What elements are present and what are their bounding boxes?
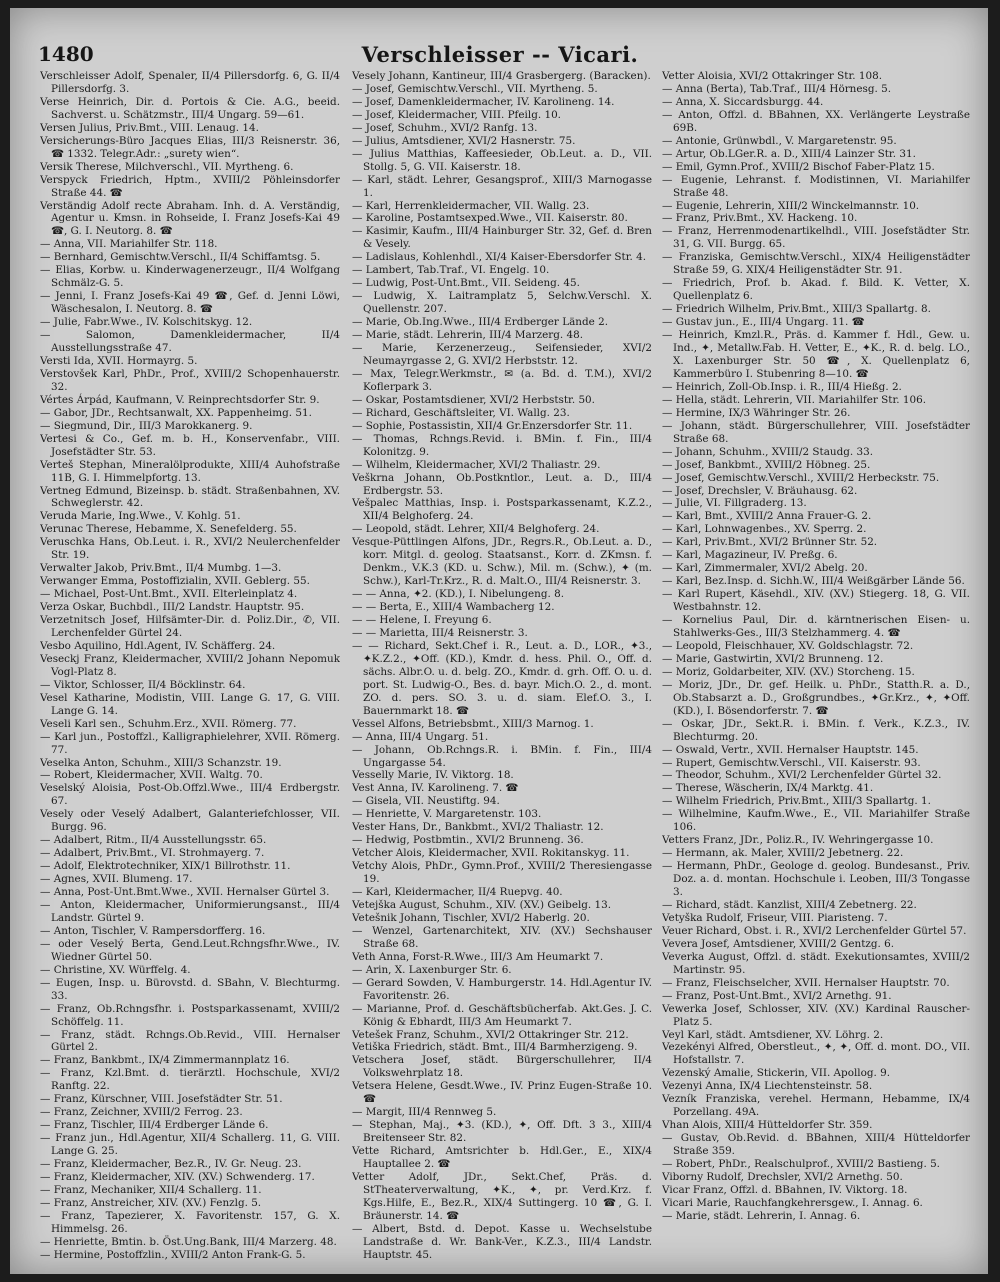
directory-entry: — Henriette, V. Margaretenstr. 103. [352,808,542,821]
directory-entry: Vesque-Püttlingen Alfons, JDr., Regrs.R., Ob.Leut. a. D., korr. Mitgl. d. geolog. Staatsanst., Korr. d. ZKmsn. f. Denkm., V.K.3 (KD. u. Schw.), Mil. m. (Schw.), ✦ (m. Schw.), Karl-Tr.Krz., R. d. Malt.O., III/4 Reisnerstr. 3. [352,536,652,588]
directory-entry: — Hermann, PhDr., Geologe d. geolog. Bundesanst., Priv. Doz. a. d. montan. Hochschule i. Leoben, III/3 Tongasse 3. [662,860,970,899]
directory-entry: Vesselly Marie, IV. Viktorg. 18. [352,769,514,782]
directory-entry: — Adalbert, Priv.Bmt., VI. Strohmayerg. 7. [40,847,265,860]
directory-entry: — Franz, Mechaniker, XII/4 Schallerg. 11. [40,1183,262,1196]
directory-entry: — Julius Matthias, Kaffeesieder, Ob.Leut. a. D., VII. Stollg. 5, G. VII. Kaiserstr. 18. [352,147,652,173]
directory-entry: — Josef, Schuhm., XVI/2 Ranfg. 13. [352,121,538,134]
directory-entry: — Franz, Priv.Bmt., XV. Hackeng. 10. [662,212,858,225]
directory-entry: Veverka August, Offzl. d. städt. Exekutionsamtes, XVIII/2 Martinstr. 95. [662,950,970,976]
directory-entry: — Agnes, XVII. Blumeng. 17. [40,873,193,886]
directory-entry: — Stephan, Maj., ✦3. (KD.), ✦, Off. Dft. 3 3., XIII/4 Breitenseer Str. 82. [352,1119,652,1145]
directory-entry: — Anton, Kleidermacher, Uniformierungsanst., III/4 Landstr. Gürtel 9. [40,899,340,924]
directory-entry: — Karl, Zimmermaler, XVI/2 Abelg. 20. [662,562,868,575]
directory-entry: — Gisela, VII. Neustiftg. 94. [352,795,500,808]
directory-entry: Versti Ida, XVII. Hormayrg. 5. [40,354,198,367]
directory-entry: Vetschera Josef, städt. Bürgerschullehrer, II/4 Volkswehrplatz 18. [352,1054,652,1080]
directory-entry: — Franz, Post-Unt.Bmt., XVI/2 Arnethg. 91. [662,989,892,1002]
directory-entry: — Franz, Ob.Rchngsfhr. i. Postsparkassenamt, XVIII/2 Schöffelg. 11. [40,1002,340,1028]
directory-entry: Veuer Richard, Obst. i. R., XVI/2 Lerchenfelder Gürtel 57. [662,924,967,937]
directory-entry: — Josef, Damenkleidermacher, IV. Karolineng. 14. [352,95,615,108]
directory-entry: — — Marietta, III/4 Reisnerstr. 3. [352,626,528,639]
directory-entry: — Karl, städt. Lehrer, Gesangsprof., XIII/3 Marnogasse 1. [352,173,652,199]
directory-entry: Veseckj Franz, Kleidermacher, XVIII/2 Johann Nepomuk Vogl-Platz 8. [40,652,340,678]
directory-entry: — Anna, X. Siccardsburgg. 44. [662,95,824,108]
directory-entry: Vessel Alfons, Betriebsbmt., XIII/3 Marnog. 1. [352,717,594,730]
page-number: 1480 [38,42,94,66]
directory-entry: — Max, Telegr.Werkmstr., ✉ (a. Bd. d. T.M.), XVI/2 Koflerpark 3. [352,367,652,393]
directory-entry: — Karl, Herrenkleidermacher, VII. Wallg. 23. [352,199,590,212]
directory-entry: — Julie, VI. Fillgraderg. 13. [662,497,807,510]
directory-column-1 [40,70,340,1266]
directory-entry: Vezekényi Alfred, Oberstleut., ✦, ✦, Off. d. mont. DO., VII. Hofstallstr. 7. [662,1041,970,1067]
directory-entry: — Josef, Gemischtw.Verschl., VII. Myrtheng. 5. [352,82,598,95]
directory-entry: — Franz, Tapezierer, X. Favoritenstr. 157, G. X. Himmelsg. 26. [40,1209,340,1235]
directory-entry: — Siegmund, Dir., III/3 Marokkanerg. 9. [40,419,253,432]
directory-entry: — Oswald, Vertr., XVII. Hernalser Hauptstr. 145. [662,743,919,756]
directory-entry: — Moriz, Goldarbeiter, XIV. (XV.) Storcheng. 15. [662,665,915,678]
directory-entry: Verschleisser Adolf, Spenaler, II/4 Pillersdorfg. 6, G. II/4 Pillersdorfg. 3. [40,70,340,95]
directory-entry: — Ladislaus, Kohlenhdl., XI/4 Kaiser-Ebersdorfer Str. 4. [352,251,647,264]
directory-entry: — Rupert, Gemischtw.Verschl., VII. Kaiserstr. 93. [662,756,921,769]
directory-entry: — Marie, Gastwirtin, XVI/2 Brunneng. 12. [662,652,884,665]
directory-entry: Vertneg Edmund, Bizeinsp. b. städt. Straßenbahnen, XV. Schweglerstr. 42. [40,484,340,510]
directory-entry: — Eugenie, Lehrerin, XIII/2 Winckelmannstr. 10. [662,199,920,212]
directory-entry: — Josef, Kleidermacher, VIII. Pfeilg. 10. [352,108,561,121]
directory-entry: — Johann, Schuhm., XVIII/2 Staudg. 33. [662,445,874,458]
directory-entry: — Wenzel, Gartenarchitekt, XIV. (XV.) Sechshauser Straße 68. [352,924,652,950]
directory-entry: — Franz, Tischler, III/4 Erdberger Lände 6. [40,1119,269,1132]
directory-entry: — Elias, Korbw. u. Kinderwagenerzeugr., II/4 Wolfgang Schmälz-G. 5. [40,264,340,290]
directory-entry: — Marie, Kerzenerzeug., Seifensieder, XVI/2 Neumayrgasse 2, G. XVI/2 Herbststr. 12. [352,342,652,367]
directory-entry: Vesel Katharine, Modistin, VIII. Lange G. 17, G. VIII. Lange G. 14. [40,691,340,717]
directory-entry: — Margit, III/4 Rennweg 5. [352,1106,497,1119]
directory-entry: — Gerard Sowden, V. Hamburgerstr. 14. Hdl.Agentur IV. Favoritenstr. 26. [352,976,652,1002]
directory-entry: Vetcher Alois, Kleidermacher, XVII. Rokitanskyg. 11. [352,847,630,860]
directory-entry: — Antonie, Grünwbdl., V. Margaretenstr. 95. [662,134,897,147]
directory-entry: — Karl jun., Postoffzl., Kalligraphielehrer, XVII. Römerg. 77. [40,730,340,756]
directory-entry: — Leopold, städt. Lehrer, XII/4 Belghoferg. 24. [352,523,600,536]
directory-entry: — Heinrich, Zoll-Ob.Insp. i. R., III/4 Hießg. 2. [662,380,902,393]
directory-entry: Veyl Karl, städt. Amtsdiener, XV. Löhrg. 2. [662,1028,884,1041]
directory-entry: Veselka Anton, Schuhm., XIII/3 Schanzstr. 19. [40,756,282,769]
directory-page [10,8,988,1274]
directory-entry: Veškrna Johann, Ob.Postkntlor., Leut. a. D., III/4 Erdbergstr. 53. [352,471,652,497]
directory-entry: — Albert, Bstd. d. Depot. Kasse u. Wechselstube Landstraße d. Wr. Bank-Ver., K.Z.3., III/4 Landstr. Hauptstr. 45. [352,1222,652,1261]
directory-entry: — Richard, Geschäftsleiter, VI. Wallg. 23. [352,406,570,419]
directory-entry: — Ludwig, Post-Unt.Bmt., VII. Seideng. 45. [352,277,580,290]
directory-entry: — Karl, Priv.Bmt., XVI/2 Brünner Str. 52. [662,536,878,549]
directory-entry: Vetter Aloisia, XVI/2 Ottakringer Str. 108. [662,70,883,82]
directory-entry: — Franz, Kleidermacher, Bez.R., IV. Gr. Neug. 23. [40,1158,302,1171]
directory-entry: — Karl Rupert, Käsehdl., XIV. (XV.) Stiegerg. 18, G. VII. Westbahnstr. 12. [662,588,970,614]
directory-entry: — Franz, städt. Rchngs.Ob.Revid., VIII. Hernalser Gürtel 2. [40,1028,340,1054]
directory-entry: — Heinrich, Kmzl.R., Präs. d. Kammer f. Hdl., Gew. u. Ind., ✦, Metallw.Fab. H. Vetter, E., ✦K., R. d. belg. LO., X. Laxenburger Str. 50 ☎, X. Quellenplatz 6, Kammerbüro I. Stubenring 8—10. ☎ [662,329,970,380]
directory-entry: — Adalbert, Ritm., II/4 Ausstellungsstr. 65. [40,834,267,847]
directory-entry: — Ludwig, X. Laitramplatz 5, Selchw.Verschl. X. Quellenstr. 207. [352,290,652,316]
directory-entry: Vešpalec Matthias, Insp. i. Postsparkassenamt, K.Z.2., XII/4 Belghoferg. 24. [352,497,652,523]
directory-entry: — Kasimir, Kaufm., III/4 Hainburger Str. 32, Gef. d. Bren & Vesely. [352,225,652,251]
page-header [28,36,972,70]
directory-entry: — Marie, Ob.Ing.Wwe., III/4 Erdberger Lände 2. [352,316,609,329]
directory-entry: — — Berta, E., XIII/4 Wambacherg 12. [352,601,555,614]
directory-entry: Verse Heinrich, Dir. d. Portois & Cie. A.G., beeid. Sachverst. u. Schätzmstr., III/4 Ungarg. 59—61. [40,95,340,121]
directory-entry: — Franz, Kzl.Bmt. d. tierärztl. Hochschule, XVI/2 Ranftg. 22. [40,1067,340,1093]
directory-entry: Vester Hans, Dr., Bankbmt., XVI/2 Thaliastr. 12. [352,821,604,834]
directory-entry: — Marie, städt. Lehrerin, III/4 Marzerg. 48. [352,329,584,342]
directory-entry: — Franz, Kleidermacher, XIV. (XV.) Schwenderg. 17. [40,1171,315,1184]
directory-entry: — Wilhelmine, Kaufm.Wwe., E., VII. Mariahilfer Straße 106. [662,808,970,834]
directory-entry: — Christine, XV. Würffelg. 4. [40,963,191,976]
directory-entry: — Thomas, Rchngs.Revid. i. BMin. f. Fin., III/4 Kolonitzg. 9. [352,432,652,458]
directory-entry: — Franz, Bankbmt., IX/4 Zimmermannplatz 16. [40,1054,290,1067]
directory-entry: — Franz, Anstreicher, XIV. (XV.) Fenzlg. 5. [40,1196,262,1209]
directory-entry: — Karl, Kleidermacher, II/4 Ruepvg. 40. [352,886,563,899]
directory-entry: Verzetnitsch Josef, Hilfsämter-Dir. d. Poliz.Dir., ✆, VII. Lerchenfelder Gürtel 24. [40,614,340,639]
directory-entry: — — Anna, ✦2. (KD.), I. Nibelungeng. 8. [352,588,565,601]
directory-entry: — Franz, Kürschner, VIII. Josefstädter Str. 51. [40,1093,283,1106]
directory-entry: Vhan Alois, XIII/4 Hütteldorfer Str. 359. [662,1119,873,1132]
directory-entry: Veth Anna, Forst-R.Wwe., III/3 Am Heumarkt 7. [352,950,604,963]
directory-entry: — Artur, Ob.LGer.R. a. D., XIII/4 Lainzer Str. 31. [662,147,916,160]
directory-entry: — Josef, Gemischtw.Verschl., XVIII/2 Herbeckstr. 75. [662,471,940,484]
directory-entry: — Julie, Fabr.Wwe., IV. Kolschitskyg. 12. [40,316,253,329]
directory-entry: Vette Richard, Amtsrichter b. Hdl.Ger., E., XIX/4 Hauptallee 2. ☎ [352,1145,652,1171]
directory-entry: — Salomon, Damenkleidermacher, II/4 Ausstellungsstraße 47. [40,329,340,355]
directory-entry: Viborny Rudolf, Drechsler, XVI/2 Arnethg. 50. [662,1171,903,1184]
directory-entry: Vertesi & Co., Gef. m. b. H., Konservenfabr., VIII. Josefstädter Str. 53. [40,432,340,458]
directory-column-2 [352,70,652,1266]
directory-entry: Vetter Adolf, JDr., Sekt.Chef, Präs. d. StTheaterverwaltung, ✦K., ✦, pr. Verd.Krz. f. Kgs.Hilfe, E., Bez.R., XIX/4 Suttingerg. 10 ☎, G. I. Bräunerstr. 14. ☎ [352,1171,652,1222]
directory-entry: Vetešek Franz, Schuhm., XVI/2 Ottakringer Str. 212. [352,1028,629,1041]
directory-entry: — oder Veselý Berta, Gend.Leut.Rchngsfhr.Wwe., IV. Wiedner Gürtel 50. [40,937,340,963]
directory-entry: Verza Oskar, Buchbdl., III/2 Landstr. Hauptstr. 95. [40,601,305,614]
directory-entry: Vezenský Amalie, Stickerin, VII. Apollog. 9. [662,1067,891,1080]
directory-entry: — Karl, Bmt., XVIII/2 Anna Frauer-G. 2. [662,510,872,523]
directory-entry: Vicari Marie, Rauchfangkehrersgew., I. Annag. 6. [662,1196,923,1209]
directory-entry: Veselský Aloisia, Post-Ob.Offzl.Wwe., III/4 Erdbergstr. 67. [40,782,340,808]
directory-column-3 [662,70,970,1266]
directory-entry: — Hermine, IX/3 Währinger Str. 26. [662,406,851,419]
directory-entry: — Karoline, Postamtsexped.Wwe., VII. Kaiserstr. 80. [352,212,628,225]
directory-entry: — Adolf, Elektrotechniker, XIX/1 Billrothstr. 11. [40,860,291,873]
directory-entry: Veruschka Hans, Ob.Leut. i. R., XVI/2 Neulerchenfelder Str. 19. [40,536,340,562]
directory-entry: — Anna, VII. Mariahilfer Str. 118. [40,238,218,251]
directory-entry: — Lambert, Tab.Traf., VI. Engelg. 10. [352,264,550,277]
directory-entry: — Josef, Drechsler, V. Bräuhausg. 62. [662,484,858,497]
directory-entry: — Julius, Amtsdiener, XVI/2 Hasnerstr. 75. [352,134,576,147]
directory-entry: Vetešnik Johann, Tischler, XVI/2 Haberlg. 20. [352,911,590,924]
directory-entry: — Anna (Berta), Tab.Traf., III/4 Hörnesg. 5. [662,82,892,95]
directory-entry: Vesely oder Veselý Adalbert, Galanteriefchlosser, VII. Burgg. 96. [40,808,340,834]
directory-entry: — Friedrich, Prof. b. Akad. f. Bild. K. Vetter, X. Quellenplatz 6. [662,277,970,303]
directory-entry: — Johann, Ob.Rchngs.R. i. BMin. f. Fin., III/4 Ungargasse 54. [352,743,652,769]
directory-entry: Verwalter Jakob, Priv.Bmt., II/4 Mumbg. 1—3. [40,562,282,575]
directory-entry: — Therese, Wäscherin, IX/4 Marktg. 41. [662,782,874,795]
directory-entry: — Robert, Kleidermacher, XVII. Waltg. 70. [40,769,263,782]
directory-entry: — Gabor, JDr., Rechtsanwalt, XX. Pappenheimg. 51. [40,406,312,419]
directory-entry: — Michael, Post-Unt.Bmt., XVII. Elterleinplatz 4. [40,588,298,601]
running-head: Verschleisser -- Vicari. [361,42,639,67]
directory-entry: Veruda Marie, Ing.Wwe., V. Kohlg. 51. [40,510,241,523]
directory-entry: — Johann, städt. Bürgerschullehrer, VIII. Josefstädter Straße 68. [662,419,970,445]
directory-entry: — Eugen, Insp. u. Bürovstd. d. SBahn, V. Blechturmg. 33. [40,976,340,1002]
directory-entry: Vetiška Friedrich, städt. Bmt., III/4 Barmherzigeng. 9. [352,1041,638,1054]
directory-entry: Versik Therese, Milchverschl., VII. Myrtheng. 6. [40,160,294,173]
directory-entry: Versicherungs-Büro Jacques Elias, III/3 Reisnerstr. 36, ☎ 1332. Telegr.Adr.: „surety wien“. [40,134,340,160]
directory-entry: — Anna, III/4 Ungarg. 51. [352,730,489,743]
directory-entry: — Karl, Magazineur, IV. Preßg. 6. [662,549,838,562]
directory-entry: — Anton, Offzl. d. BBahnen, XX. Verlängerte Leystraße 69B. [662,108,970,134]
directory-entry: Vezník Franziska, verehel. Hermann, Hebamme, IX/4 Porzellang. 49A. [662,1093,970,1119]
directory-entry: Verteš Stephan, Mineralölprodukte, XIII/4 Auhofstraße 11B, G. I. Himmelpfortg. 13. [40,458,340,484]
directory-entry: — Franz, Fleischselcher, XVII. Hernalser Hauptstr. 70. [662,976,950,989]
directory-entry: Veseli Karl sen., Schuhm.Erz., XVII. Römerg. 77. [40,717,297,730]
directory-entry: — Richard, städt. Kanzlist, XIII/4 Zebetnerg. 22. [662,899,917,911]
directory-entry: — Hella, städt. Lehrerin, VII. Mariahilfer Str. 106. [662,393,927,406]
directory-entry: Versen Julius, Priv.Bmt., VIII. Lenaug. 14. [40,121,259,134]
directory-entry: Vest Anna, IV. Karolineng. 7. ☎ [352,782,519,795]
directory-entry: — Marianne, Prof. d. Geschäftsbücherfab. Akt.Ges. J. C. König & Ebhardt, III/3 Am Heumarkt 7. [352,1002,652,1028]
directory-entry: Vetchy Alois, PhDr., Gymn.Prof., XVIII/2 Theresiengasse 19. [352,860,652,886]
directory-entry: Vetsera Helene, Gesdt.Wwe., IV. Prinz Eugen-Straße 10. ☎ [352,1080,652,1106]
directory-entry: — Emil, Gymn.Prof., XVIII/2 Bischof Faber-Platz 15. [662,160,935,173]
directory-entry: — Eugenie, Lehranst. f. Modistinnen, VI. Mariahilfer Straße 48. [662,173,970,199]
directory-entry: — Oskar, Postamtsdiener, XVI/2 Herbststr. 50. [352,393,595,406]
directory-entry: — — Richard, Sekt.Chef i. R., Leut. a. D., LOR., ✦3., ✦K.Z.2., ✦Off. (KD.), Kmdr. d. hess. Phil. O., Off. d. sächs. Albr.O. u. d. belg. ZO., Kmdr. d. grh. Off. O. u. d. port. St. Ludwig-O., Bes. d. bayr. Mich.O. 2., d. mont. ZO. d. pers. SO. 3. u. d. siam. Elef.O. 3., I. Bauernmarkt 18. ☎ [352,639,652,717]
directory-entry: — Sophie, Postassistin, XII/4 Gr.Enzersdorfer Str. 11. [352,419,633,432]
directory-entry: — Wilhelm, Kleidermacher, XVI/2 Thaliastr. 29. [352,458,601,471]
directory-entry: Verwanger Emma, Postoffizialin, XVII. Geblerg. 55. [40,575,310,588]
directory-entry: Verstovšek Karl, PhDr., Prof., XVIII/2 Schopenhauerstr. 32. [40,367,340,393]
directory-entry: Vezenyi Anna, IX/4 Liechtensteinstr. 58. [662,1080,873,1093]
directory-entry: — Theodor, Schuhm., XVI/2 Lerchenfelder Gürtel 32. [662,769,942,782]
directory-columns [40,70,972,1266]
directory-entry: — Franz jun., Hdl.Agentur, XII/4 Schallerg. 11, G. VIII. Lange G. 25. [40,1132,340,1158]
directory-entry: — Josef, Bankbmt., XVIII/2 Höbneg. 25. [662,458,871,471]
directory-entry: — Karl, Bez.Insp. d. Sichh.W., III/4 Weißgärber Lände 56. [662,575,965,588]
directory-entry: — — Helene, I. Freyung 6. [352,614,492,627]
directory-entry: — Franziska, Gemischtw.Verschl., XIX/4 Heiligenstädter Straße 59, G. XIX/4 Heiligenstädter Str. 91. [662,251,970,277]
directory-entry: — Hermine, Postoffzlin., XVIII/2 Anton Frank-G. 5. [40,1248,306,1261]
directory-entry: — Friedrich Wilhelm, Priv.Bmt., XIII/3 Spallartg. 8. [662,303,931,316]
directory-entry: — Arin, X. Laxenburger Str. 6. [352,963,512,976]
directory-entry: — Gustav, Ob.Revid. d. BBahnen, XIII/4 Hütteldorfer Straße 359. [662,1132,970,1158]
directory-entry: — Moriz, JDr., Dr. gef. Heilk. u. PhDr., Statth.R. a. D., Ob.Stabsarzt a. D., Großgrundbes., ✦Gr.Krz., ✦, ✦Off. (KD.), I. Bösendorferstr. 7. ☎ [662,678,970,717]
directory-entry: Vetters Franz, JDr., Poliz.R., IV. Wehringergasse 10. [662,834,934,847]
directory-entry: — Franz, Herrenmodenartikelhdl., VIII. Josefstädter Str. 31, G. VII. Burgg. 65. [662,225,970,251]
directory-entry: — Hedwig, Postbmtin., XVI/2 Brunneng. 36. [352,834,584,847]
directory-entry: Verunac Therese, Hebamme, X. Senefelderg. 55. [40,523,297,536]
directory-entry: — Leopold, Fleischhauer, XV. Goldschlagstr. 72. [662,639,914,652]
directory-entry: — Bernhard, Gemischtw.Verschl., II/4 Schiffamtsg. 5. [40,251,321,264]
directory-entry: — Anna, Post-Unt.Bmt.Wwe., XVII. Hernalser Gürtel 3. [40,886,330,899]
directory-entry: Vetejška August, Schuhm., XIV. (XV.) Geibelg. 13. [352,899,612,911]
directory-entry: — Gustav jun., E., III/4 Ungarg. 11. ☎ [662,316,865,329]
directory-entry: Vetyška Rudolf, Friseur, VIII. Piaristeng. 7. [662,911,888,924]
directory-entry: — Hermann, ak. Maler, XVIII/2 Jebetnerg. 22. [662,847,904,860]
directory-entry: Vevera Josef, Amtsdiener, XVIII/2 Gentzg. 6. [662,937,895,950]
directory-entry: Vesbo Aquilino, Hdl.Agent, IV. Schäfferg. 24. [40,639,276,652]
directory-entry: Verspyck Friedrich, Hptm., XVIII/2 Pöhleinsdorfer Straße 44. ☎ [40,173,340,199]
directory-entry: — Viktor, Schlosser, II/4 Böcklinstr. 64. [40,678,246,691]
directory-entry: — Karl, Lohnwagenbes., XV. Sperrg. 2. [662,523,867,536]
directory-entry: Vértes Árpád, Kaufmann, V. Reinprechtsdorfer Str. 9. [40,393,320,406]
directory-entry: — Anton, Tischler, V. Rampersdorfferg. 16. [40,924,266,937]
directory-entry: — Wilhelm Friedrich, Priv.Bmt., XIII/3 Spallartg. 1. [662,795,931,808]
directory-entry: — Jenni, I. Franz Josefs-Kai 49 ☎, Gef. d. Jenni Löwi, Wäschesalon, I. Neutorg. 8. ☎ [40,290,340,316]
directory-entry: Vewerka Josef, Schlosser, XIV. (XV.) Kardinal Rauscher-Platz 5. [662,1002,970,1028]
directory-entry: — Franz, Zeichner, XVIII/2 Ferrog. 23. [40,1106,243,1119]
directory-entry: Vesely Johann, Kantineur, III/4 Grasbergerg. (Baracken). [352,70,651,82]
directory-entry: Verständig Adolf recte Abraham. Inh. d. A. Verständig, Agentur u. Kmsn. in Rohseide, I. Franz Josefs-Kai 49 ☎, G. I. Neutorg. 8. ☎ [40,199,340,238]
directory-entry: — Kornelius Paul, Dir. d. kärntnerischen Eisen- u. Stahlwerks-Ges., III/3 Stelzhammerg. 4. ☎ [662,614,970,639]
directory-entry: — Henriette, Bmtin. b. Öst.Ung.Bank, III/4 Marzerg. 48. [40,1235,337,1248]
directory-entry: — Marie, städt. Lehrerin, I. Annag. 6. [662,1209,861,1222]
directory-entry: — Robert, PhDr., Realschulprof., XVIII/2 Bastieng. 5. [662,1158,940,1171]
directory-entry: — Oskar, JDr., Sekt.R. i. BMin. f. Verk., K.Z.3., IV. Blechturmg. 20. [662,717,970,743]
directory-entry: Vicar Franz, Offzl. d. BBahnen, IV. Viktorg. 18. [662,1183,908,1196]
